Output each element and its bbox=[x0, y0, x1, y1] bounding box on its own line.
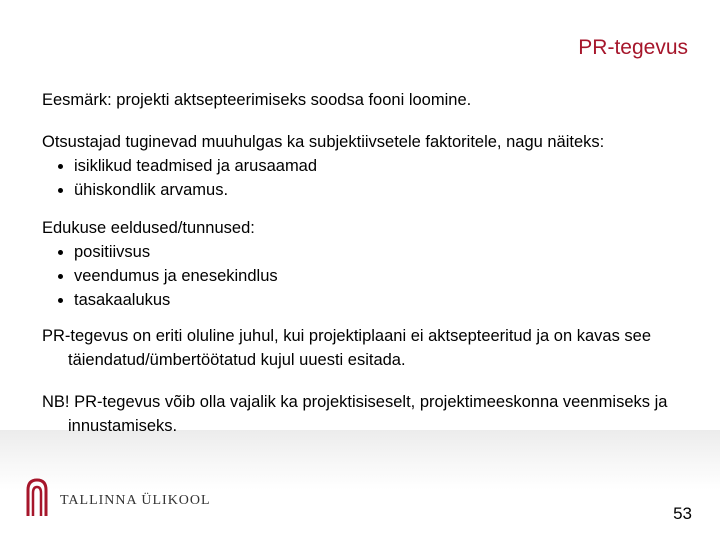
logo-text: TALLINNA ÜLIKOOL bbox=[60, 493, 211, 508]
goal-text: : projekti aktsepteerimiseks soodsa fooni loomine. bbox=[107, 91, 472, 109]
list-item: positiivsus bbox=[58, 240, 692, 264]
slide-title: PR-tegevus bbox=[578, 36, 688, 59]
list-item: isiklikud teadmised ja arusaamad bbox=[58, 154, 692, 178]
bullet-icon bbox=[58, 298, 63, 303]
list-item: ühiskondlik arvamus. bbox=[58, 178, 692, 202]
tallinn-university-arch-icon bbox=[26, 478, 48, 518]
bullet-icon bbox=[58, 250, 63, 255]
factors-list bbox=[42, 154, 692, 202]
success-intro: Edukuse eeldused/tunnused: bbox=[42, 219, 255, 237]
list-item: tasakaalukus bbox=[58, 288, 692, 312]
slide-content bbox=[42, 88, 692, 438]
note-paragraph: NB! PR-tegevus võib olla vajalik ka projektisiseselt, projektimeeskonna veenmiseks ja innustamiseks. bbox=[42, 393, 668, 435]
bullet-icon bbox=[58, 274, 63, 279]
factors-intro: Otsustajad tuginevad muuhulgas ka subjektiivsetele faktoritele, nagu näiteks: bbox=[42, 133, 605, 151]
list-item: veendumus ja enesekindlus bbox=[58, 264, 692, 288]
bullet-icon bbox=[58, 164, 63, 169]
goal-paragraph bbox=[42, 88, 692, 112]
page-number: 53 bbox=[673, 504, 692, 523]
goal-label: Eesmärk bbox=[42, 91, 108, 109]
success-list bbox=[42, 240, 692, 312]
resubmission-paragraph: PR-tegevus on eriti oluline juhul, kui projektiplaani ei aktsepteeritud ja on kavas see täiendatud/ümbertöötatud kujul uuesti esitada. bbox=[42, 327, 652, 369]
footer-band bbox=[0, 430, 720, 540]
bullet-icon bbox=[58, 188, 63, 193]
